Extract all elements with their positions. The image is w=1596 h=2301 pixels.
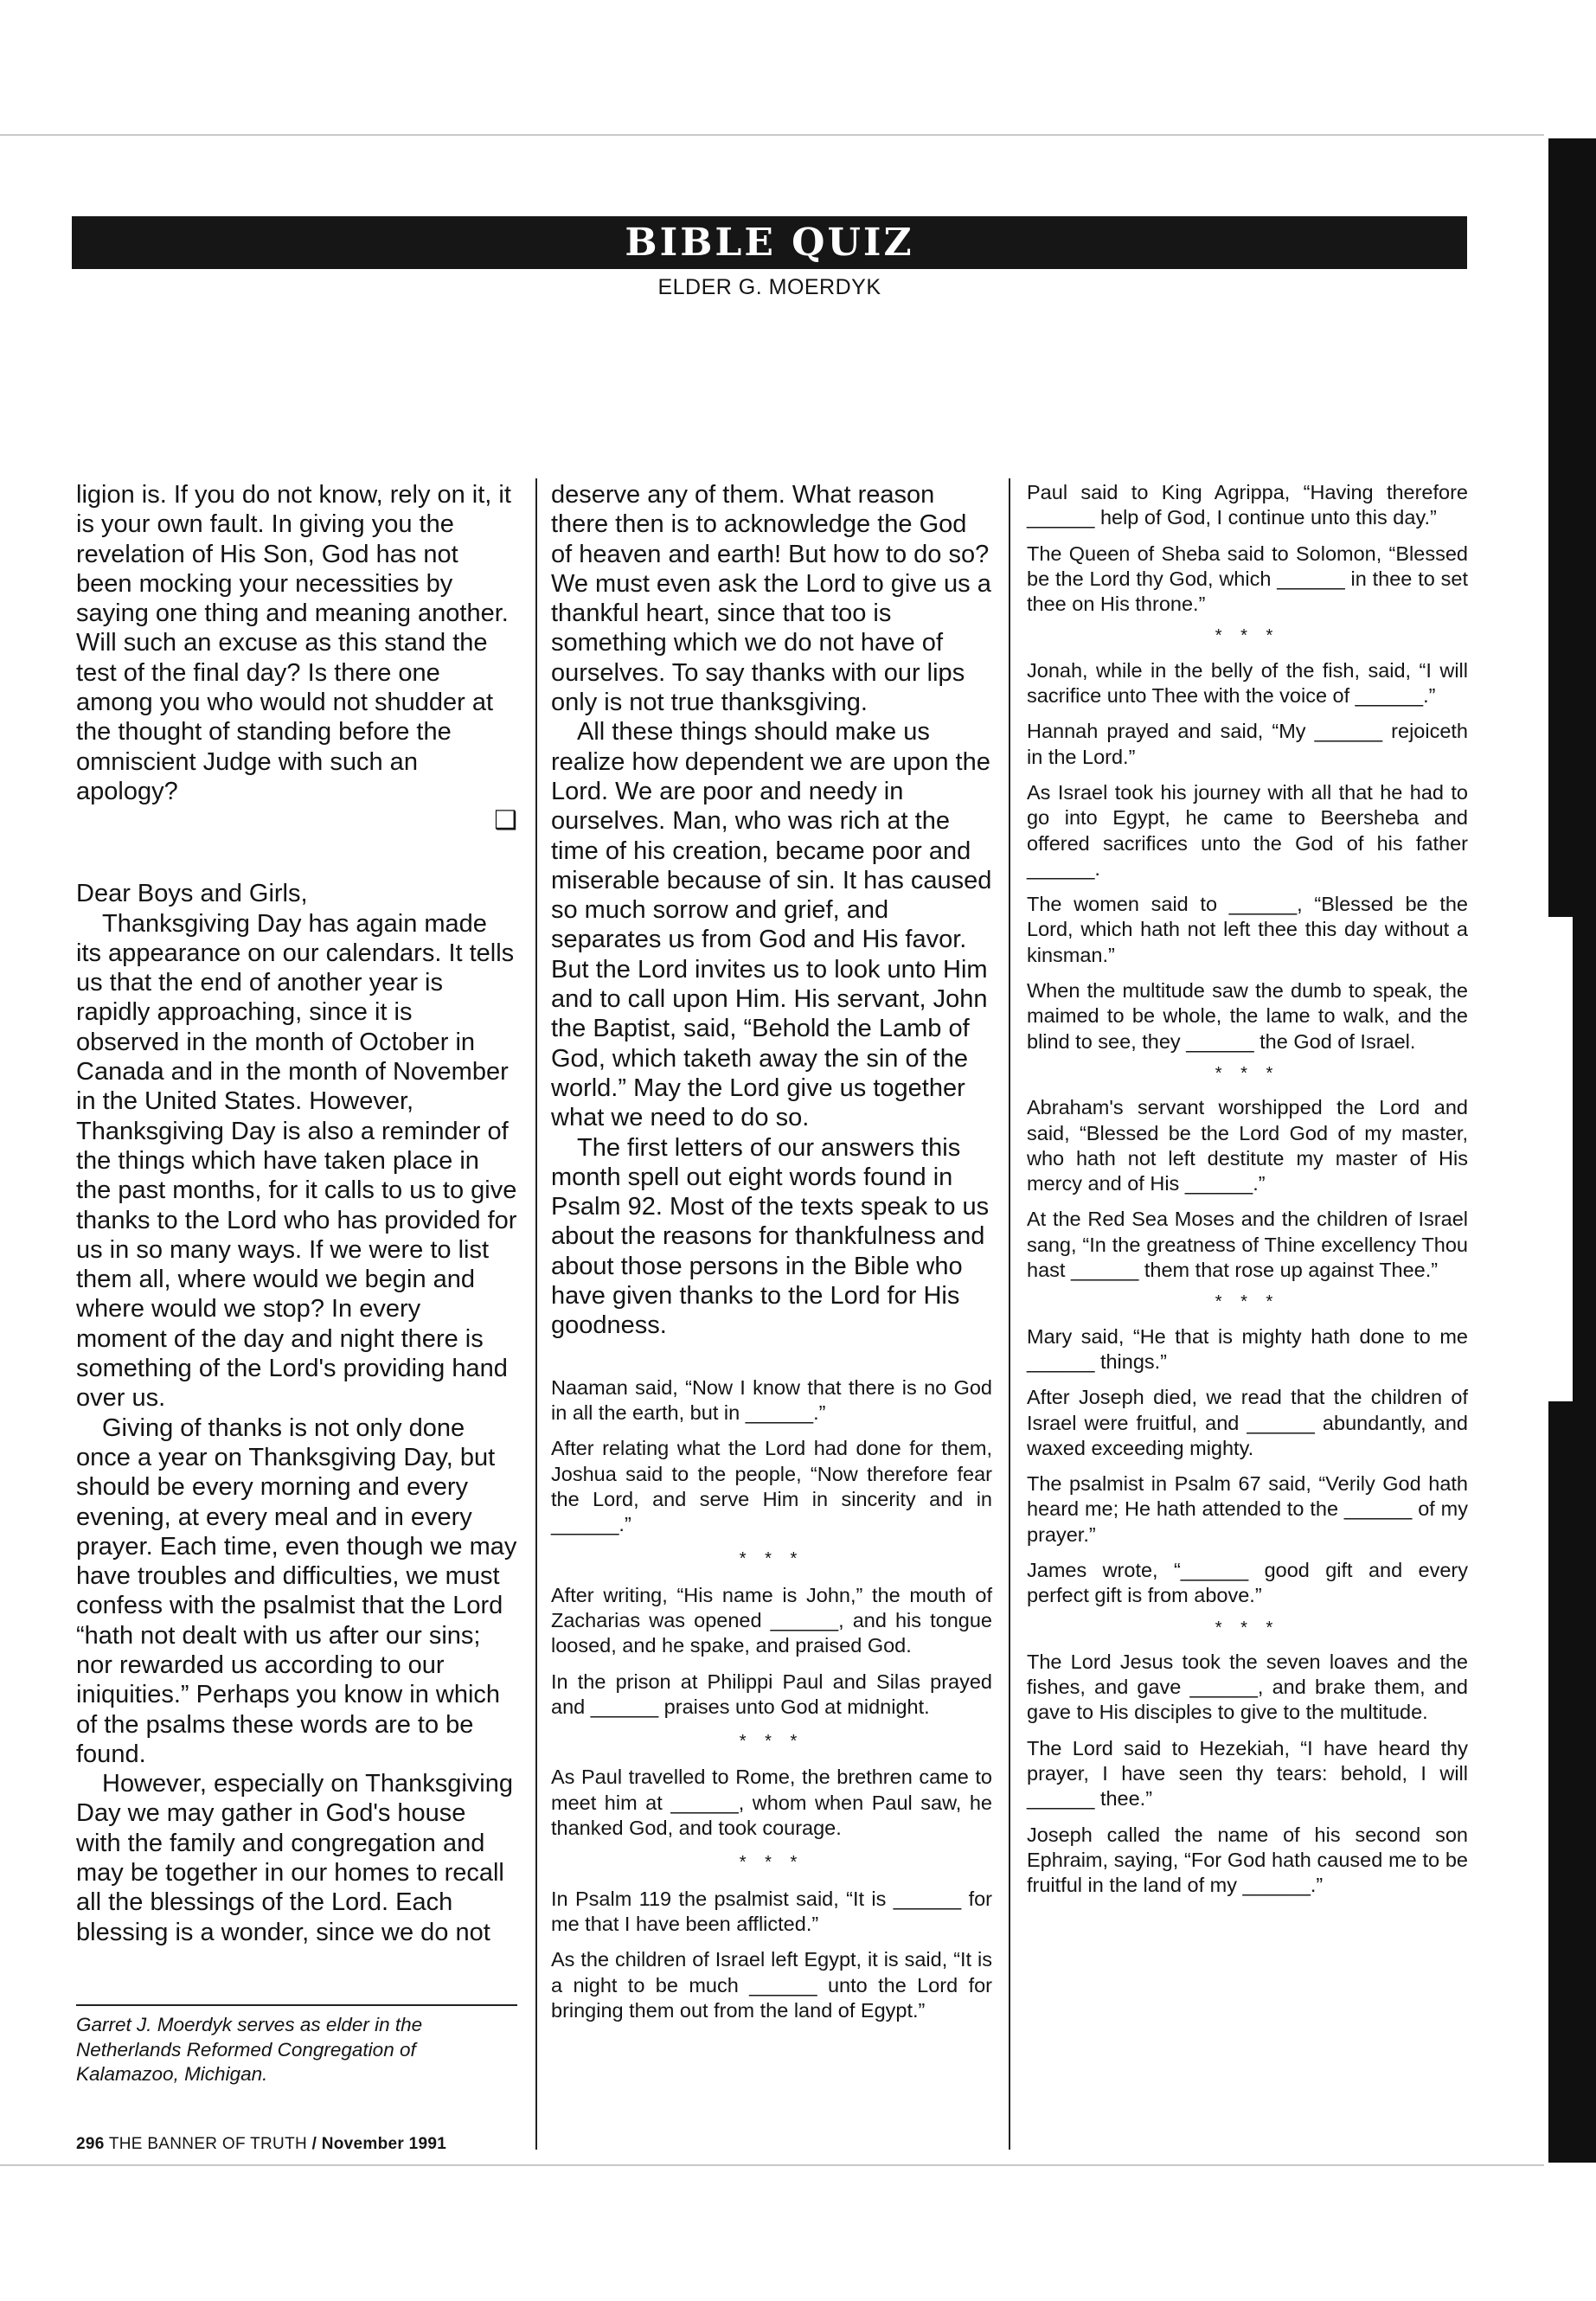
page-number: 296: [76, 2135, 105, 2153]
column-divider: [535, 478, 537, 2150]
section-separator: * * *: [1215, 1618, 1280, 1638]
quiz-question: The Lord Jesus took the seven loaves and the fishes, and gave ______, and brake them, and gave to His disciples to give to the multitude.: [1027, 1650, 1468, 1724]
page-footer: [76, 2135, 446, 2154]
quiz-question: At the Red Sea Moses and the children of Israel sang, “In the greatness of Thine excellency Thou hast ______ them that rose up against Thee.”: [1027, 1208, 1468, 1282]
page-edge-tear: [1547, 917, 1573, 1401]
paragraph: Giving of thanks is not only done once a year on Thanksgiving Day, but should be every morning and every evening, at every meal and in every prayer. Each time, even though we may have troubles and difficulties, we must confess with the psalmist that the Lord “hath not dealt with us after our sins; nor rewarded us according to our iniquities.” Perhaps you know in which of the psalms these words are to be found.: [76, 1413, 517, 1768]
quiz-question: James wrote, “______ good gift and every perfect gift is from above.”: [1027, 1558, 1468, 1607]
issue-date: / November 1991: [311, 2135, 447, 2153]
paragraph: All these things should make us realize how dependent we are upon the Lord. We are poor and needy in ourselves. Man, who was rich at the time of his creation, became poor and miserable because of sin. It has caused so much sorrow and grief, and separates us from God and His favor. But the Lord invites us to look unto Him and to call upon Him. His servant, John the Baptist, said, “Behold the Lamb of God, which taketh away the sin of the world.” May the Lord give us together what we need to do so.: [551, 718, 992, 1132]
quiz-question: After relating what the Lord had done for them, Joshua said to the people, “Now therefore fear the Lord, and serve Him in sincerity and in ______.”: [551, 1437, 992, 1536]
quiz-question: Mary said, “He that is mighty hath done to me ______ things.”: [1027, 1324, 1468, 1373]
publication-name: THE BANNER OF TRUTH: [108, 2135, 307, 2153]
quiz-question: The women said to ______, “Blessed be the Lord, which hath not left thee this day without a kinsman.”: [1027, 893, 1468, 966]
salutation: Dear Boys and Girls,: [76, 880, 308, 908]
quiz-question: As the children of Israel left Egypt, it is said, “It is a night to be much ______ unto the Lord for bringing them out from the land of Egypt.”: [551, 1948, 992, 2022]
paragraph: Thanksgiving Day has again made its appearance on our calendars. It tells us that the end of another year is rapidly approaching, since it is observed in the month of October in Canada and in the month of November in the United States. However, Thanksgiving Day is also a reminder of the things which have taken place in the past months, for it calls to us to give thanks to the Lord who has provided for us in so many ways. If we were to list them all, where would we begin and where would we stop? In every moment of the day and night there is something of the Lord's providing hand over us.: [76, 909, 517, 1413]
quiz-question: Naaman said, “Now I know that there is no God in all the earth, but in ______.”: [551, 1375, 992, 1424]
author-byline: ELDER G. MOERDYK: [657, 275, 881, 299]
quiz-question: After writing, “His name is John,” the mouth of Zacharias was opened ______, and his tongue loosed, and he spake, and praised God.: [551, 1583, 992, 1657]
quiz-question: After Joseph died, we read that the children of Israel were fruitful, and ______ abundantly, and waxed exceeding mighty.: [1027, 1386, 1468, 1459]
quiz-question: In the prison at Philippi Paul and Silas prayed and ______ praises unto God at midnight.: [551, 1670, 992, 1718]
quiz-question: The psalmist in Psalm 67 said, “Verily God hath heard me; He hath attended to the ______ of my prayer.”: [1027, 1472, 1468, 1546]
end-of-article-mark: ❑: [494, 806, 517, 836]
author-bio: Garret J. Moerdyk serves as elder in the Netherlands Reformed Congregation of Kalamazoo, Michigan.: [76, 2004, 517, 2087]
section-separator: * * *: [739, 1549, 804, 1569]
section-separator: * * *: [1215, 1063, 1280, 1083]
quiz-question: As Israel took his journey with all that he had to go into Egypt, he came to Beersheba and offered sacrifices unto the God of his father ______.: [1027, 780, 1468, 880]
quiz-question: As Paul travelled to Rome, the brethren came to meet him at ______, whom when Paul saw, he thanked God, and took courage.: [551, 1766, 992, 1840]
quiz-question: When the multitude saw the dumb to speak, the maimed to be whole, the lame to walk, and the blind to see, they ______ the God of Israel.: [1027, 979, 1468, 1053]
column-3: [1027, 480, 1468, 1909]
paragraph: ligion is. If you do not know, rely on it, it is your own fault. In giving you the revelation of His Son, God has not been mocking your necessities by saying one thing and meaning another. Will such an excuse as this stand the test of the final day? Is there one among you who would not shudder at the thought of standing before the omniscient Judge with such an apology?: [76, 481, 511, 805]
paragraph: The first letters of our answers this month spell out eight words found in Psalm 92. Most of the texts speak to us about the reasons for thankfulness and about those persons in the Bible who have given thanks to the Lord for His goodness.: [551, 1133, 990, 1340]
quiz-question: Jonah, while in the belly of the fish, said, “I will sacrifice unto Thee with the voice of ______.”: [1027, 658, 1468, 708]
quiz-question: The Queen of Sheba said to Solomon, “Blessed be the Lord thy God, which ______ in thee to set thee on His throne.”: [1027, 542, 1468, 616]
quiz-question: Joseph called the name of his second son Ephraim, saying, “For God hath caused me to be fruitful in the land of my ______.”: [1027, 1823, 1468, 1897]
column-2: [551, 480, 992, 2034]
quiz-question: Paul said to King Agrippa, “Having therefore ______ help of God, I continue unto this day.”: [1027, 481, 1468, 529]
paragraph: deserve any of them. What reason there then is to acknowledge the God of heaven and earth! But how to do so? We must even ask the Lord to give us a thankful heart, since that too is something which we do not have of ourselves. To say thanks with our lips only is not true thanksgiving.: [551, 481, 991, 717]
quiz-question: The Lord said to Hezekiah, “I have heard thy prayer, I have seen thy tears: behold, I will ______ thee.”: [1027, 1736, 1468, 1811]
section-separator: * * *: [739, 1853, 804, 1873]
column-divider: [1009, 478, 1010, 2150]
quiz-question: Abraham's servant worshipped the Lord and said, “Blessed be the Lord God of my master, who hath not left destitute my master of His mercy and of His ______.”: [1027, 1096, 1468, 1195]
section-separator: * * *: [1215, 626, 1280, 646]
column-1: [76, 480, 517, 1947]
section-separator: * * *: [739, 1732, 804, 1752]
paragraph: However, especially on Thanksgiving Day we may gather in God's house with the family and congregation and may be together in our homes to recall all the blessings of the Lord. Each blessing is a wonder, since we do not: [76, 1770, 514, 1946]
quiz-question: In Psalm 119 the psalmist said, “It is ______ for me that I have been afflicted.”: [551, 1887, 992, 1935]
quiz-question: Hannah prayed and said, “My ______ rejoiceth in the Lord.”: [1027, 720, 1468, 768]
page-title: BIBLE QUIZ: [72, 216, 1467, 269]
section-separator: * * *: [1215, 1292, 1280, 1312]
